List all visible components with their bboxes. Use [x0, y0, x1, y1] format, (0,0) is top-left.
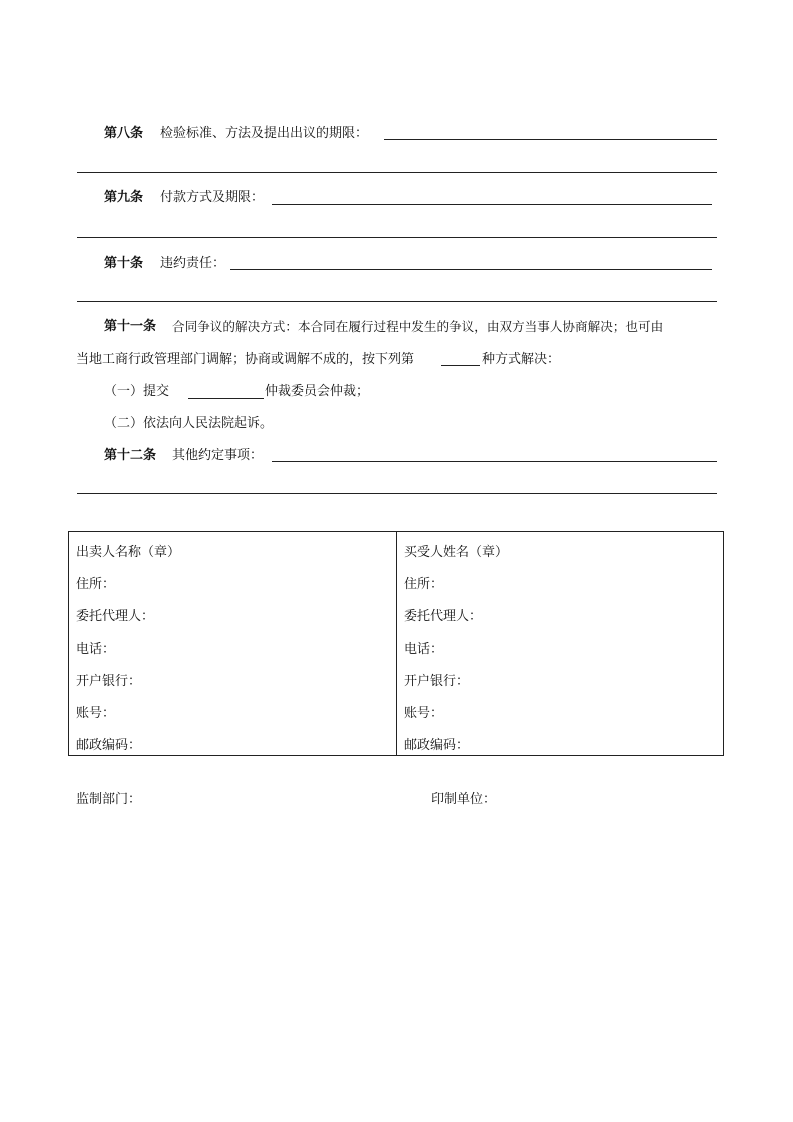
- clause-8-blank[interactable]: [384, 139, 717, 140]
- buyer-column: [397, 532, 723, 755]
- option-1-suffix: 仲裁委员会仲裁；: [265, 384, 370, 399]
- printer-label: 印制单位：: [431, 792, 497, 807]
- seller-postcode-field[interactable]: 邮政编码：: [76, 738, 142, 753]
- clause-12-text: 其他约定事项：: [172, 448, 264, 463]
- clause-11-text-line1: 合同争议的解决方式：本合同在履行过程中发生的争议，由双方当事人协商解决；也可由: [172, 319, 664, 334]
- clause-11-text-line2: 当地工商行政管理部门调解；协商或调解不成的，按下列第: [76, 352, 415, 367]
- clause-12-blank[interactable]: [272, 461, 717, 462]
- buyer-name-field[interactable]: 买受人姓名（章）: [404, 545, 509, 560]
- seller-column: [69, 532, 397, 755]
- buyer-agent-field[interactable]: 委托代理人：: [404, 609, 483, 624]
- buyer-address-field[interactable]: 住所：: [404, 577, 444, 592]
- clause-10-label: 第十条: [104, 256, 144, 271]
- buyer-account-field[interactable]: 账号：: [404, 706, 444, 721]
- supervisor-label: 监制部门：: [76, 792, 142, 807]
- clause-9-text: 付款方式及期限：: [160, 190, 265, 205]
- arbitration-commission-blank[interactable]: [188, 398, 264, 399]
- clause-9-blank[interactable]: [272, 204, 712, 205]
- parties-table: [68, 531, 724, 756]
- buyer-phone-field[interactable]: 电话：: [404, 642, 444, 657]
- seller-phone-field[interactable]: 电话：: [76, 642, 116, 657]
- clause-8-continuation-line[interactable]: [77, 172, 717, 173]
- clause-12-label: 第十二条: [104, 448, 157, 463]
- clause-9-label: 第九条: [104, 190, 144, 205]
- clause-11-text-line2-end: 种方式解决：: [482, 352, 561, 367]
- seller-agent-field[interactable]: 委托代理人：: [76, 609, 155, 624]
- buyer-bank-field[interactable]: 开户银行：: [404, 674, 470, 689]
- option-number-blank[interactable]: [441, 365, 480, 366]
- clause-11-label: 第十一条: [104, 319, 157, 334]
- clause-10-blank[interactable]: [230, 269, 712, 270]
- clause-8-text: 检验标准、方法及提出出议的期限：: [160, 126, 369, 141]
- seller-bank-field[interactable]: 开户银行：: [76, 674, 142, 689]
- option-2: （二）依法向人民法院起诉。: [104, 416, 274, 431]
- clause-10-text: 违约责任：: [160, 256, 226, 271]
- buyer-postcode-field[interactable]: 邮政编码：: [404, 738, 470, 753]
- clause-10-continuation-line[interactable]: [77, 301, 717, 302]
- seller-name-field[interactable]: 出卖人名称（章）: [76, 545, 181, 560]
- clause-9-continuation-line[interactable]: [77, 237, 717, 238]
- option-1-prefix: （一）提交: [104, 384, 170, 399]
- seller-address-field[interactable]: 住所：: [76, 577, 116, 592]
- seller-account-field[interactable]: 账号：: [76, 706, 116, 721]
- clause-12-continuation-line[interactable]: [77, 493, 717, 494]
- clause-8-label: 第八条: [104, 126, 144, 141]
